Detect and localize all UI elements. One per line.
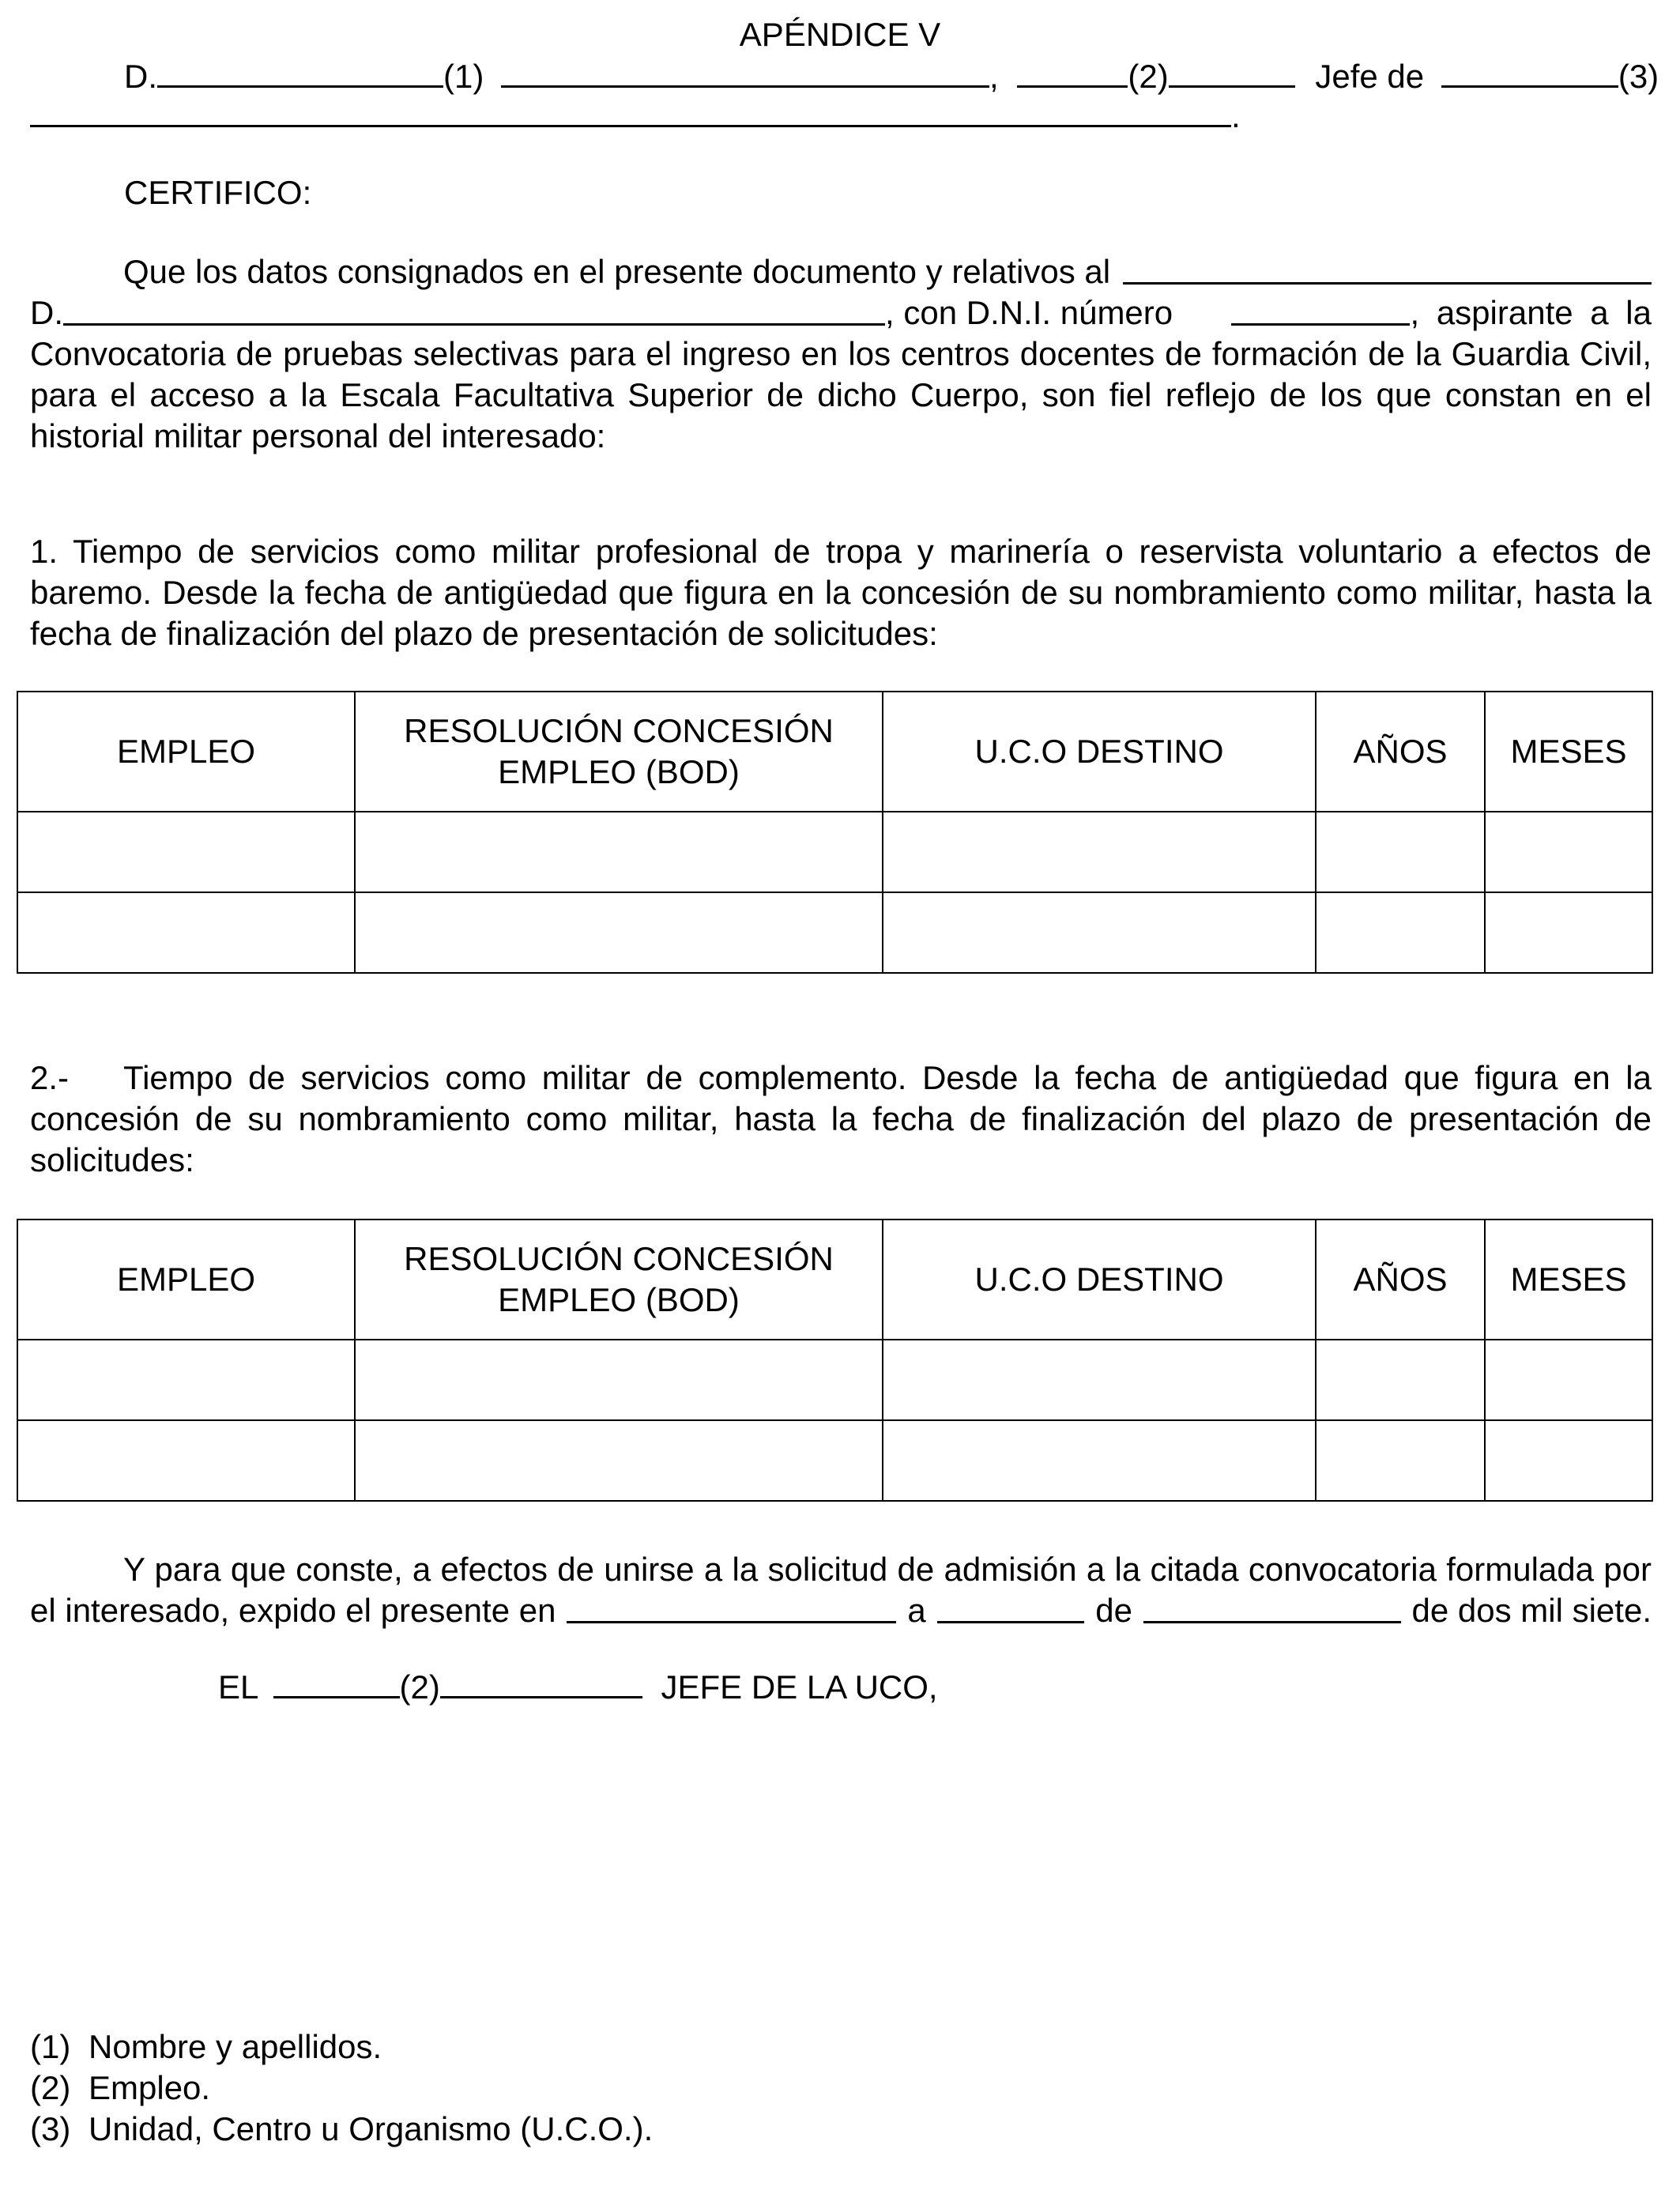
intro-text-1: Que los datos consignados en el presente documento y relativos al [123,253,1111,290]
unit-blank[interactable] [1441,55,1618,88]
section-2-number: 2.- [30,1059,70,1096]
page-title: APÉNDICE V [739,16,941,53]
footnote-text: Nombre y apellidos. [89,2028,382,2065]
header-jefe-de: Jefe de [1315,58,1425,95]
table-cell[interactable] [1316,812,1485,892]
header-resolucion [355,1220,883,1340]
header-ref2: (2) [1128,58,1169,95]
section-2-line-2: concesión de su nombramiento como militar, hasta la fecha de finalización del plazo de presentación de [30,1100,1652,1137]
header-comma: , [989,58,999,95]
header-resolucion-line-2: EMPLEO (BOD) [498,1281,740,1318]
employment-blank-a[interactable] [1017,55,1128,88]
header-uco: U.C.O DESTINO [883,1220,1316,1340]
table-cell[interactable] [355,1420,883,1501]
table-cell[interactable] [355,892,883,973]
header-line [124,55,1659,97]
intro-line-2 [30,292,1652,334]
intro-line-3: Convocatoria de pruebas selectivas para el ingreso en los centros docentes de formación de la Guardia Civil, [30,335,1652,372]
closing-text-1: Y para que conste, a efectos de unirse a la solicitud de admisión a la citada convocatoria formulada por [123,1551,1652,1588]
closing-year: de dos mil siete. [1411,1592,1652,1629]
header-end-period: . [1231,97,1241,134]
header-meses: MESES [1485,1220,1652,1340]
header-empleo: EMPLEO [17,692,355,812]
signature-employment-blank-a[interactable] [273,1666,400,1698]
table-row [17,1340,1652,1420]
signature-employment-blank-b[interactable] [440,1666,642,1698]
employment-blank-b[interactable] [1169,55,1295,88]
table-cell[interactable] [17,892,355,973]
footnote-number: (1) [30,2028,71,2065]
header-anos: AÑOS [1316,1220,1485,1340]
closing-a: a [907,1592,926,1629]
day-blank[interactable] [937,1591,1085,1623]
certifico-heading: CERTIFICO: [124,174,312,211]
signature-jefe: JEFE DE LA UCO, [661,1668,938,1706]
header-uco: U.C.O DESTINO [883,692,1316,812]
service-table-1 [17,691,1653,974]
section-2-line-1 [30,1057,1652,1099]
table-header-row [17,1220,1652,1340]
closing-text-2: el interesado, expido el presente en [30,1592,556,1629]
table-cell[interactable] [1316,1420,1485,1501]
header-resolucion-line-1: RESOLUCIÓN CONCESIÓN [404,1240,834,1277]
table-cell[interactable] [1485,892,1652,973]
table-cell[interactable] [883,1420,1316,1501]
header-line-2 [30,95,1241,137]
relativos-blank[interactable] [1123,252,1652,285]
header-anos: AÑOS [1316,692,1485,812]
footnotes [30,2026,653,2150]
section-2-text-1: Tiempo de servicios como militar de complemento. Desde la fecha de antigüedad que figura en la [123,1059,1652,1096]
section-2-line-3: solicitudes: [30,1141,194,1178]
closing-de: de [1095,1592,1132,1629]
table-cell[interactable] [883,892,1316,973]
table-cell[interactable] [1485,1340,1652,1420]
table-cell[interactable] [883,812,1316,892]
intro-line-4: para el acceso a la Escala Facultativa Superior de dicho Cuerpo, son fiel reflejo de los que constan en el [30,376,1652,413]
section-1-line-3: fecha de finalización del plazo de presentación de solicitudes: [30,615,938,652]
table-cell[interactable] [355,1340,883,1420]
signature-ref2: (2) [399,1668,440,1706]
table-cell[interactable] [1485,1420,1652,1501]
section-1-line-2: baremo. Desde la fecha de antigüedad que figura en la concesión de su nombramiento como militar, hasta la [30,574,1652,611]
unit-continuation-blank[interactable] [30,95,1231,127]
header-resolucion-line-2: EMPLEO (BOD) [498,753,740,790]
table-cell[interactable] [883,1340,1316,1420]
table-row [17,812,1652,892]
closing-line-1 [30,1549,1652,1590]
dni-blank[interactable] [1231,293,1410,326]
header-empleo: EMPLEO [17,1220,355,1340]
closing-paragraph [30,1549,1652,1631]
name-blank[interactable] [157,55,443,88]
footnote-item [30,2026,653,2068]
name-continuation-blank[interactable] [501,55,989,88]
header-d-prefix: D. [124,58,157,95]
intro-line-1 [30,251,1652,292]
applicant-name-blank[interactable] [63,293,885,326]
table-cell[interactable] [17,1340,355,1420]
header-resolucion-line-1: RESOLUCIÓN CONCESIÓN [404,712,834,749]
section-1-paragraph [30,531,1652,654]
table-row [17,892,1652,973]
footnote-text: Empleo. [89,2069,211,2106]
intro-paragraph [30,251,1652,457]
footnote-item [30,2109,653,2150]
section-1-line-1: 1. Tiempo de servicios como militar profesional de tropa y marinería o reservista voluntario a efectos de [30,533,1652,570]
service-table-2 [17,1219,1653,1502]
month-blank[interactable] [1143,1591,1401,1623]
header-resolucion [355,692,883,812]
table-cell[interactable] [17,812,355,892]
table-cell[interactable] [1316,1340,1485,1420]
header-ref3: (3) [1618,58,1659,95]
section-2-paragraph [30,1057,1652,1181]
footnote-text: Unidad, Centro u Organismo (U.C.O.). [89,2110,654,2147]
intro-line-5: historial militar personal del interesado: [30,417,606,454]
intro-d-prefix: D. [30,294,63,331]
closing-line-2 [30,1590,1652,1631]
intro-aspirante: , aspirante a la [1410,294,1652,331]
footnote-number: (2) [30,2069,71,2106]
place-blank[interactable] [567,1591,896,1623]
signature-el: EL [218,1668,258,1706]
table-cell[interactable] [1316,892,1485,973]
header-meses: MESES [1485,692,1652,812]
intro-con-dni: , con D.N.I. número [885,294,1173,331]
table-header-row [17,692,1652,812]
footnote-number: (3) [30,2110,71,2147]
signature-line [218,1666,938,1708]
table-cell[interactable] [1485,812,1652,892]
header-ref1: (1) [443,58,484,95]
table-cell[interactable] [17,1420,355,1501]
table-cell[interactable] [355,812,883,892]
footnote-item [30,2068,653,2109]
table-row [17,1420,1652,1501]
